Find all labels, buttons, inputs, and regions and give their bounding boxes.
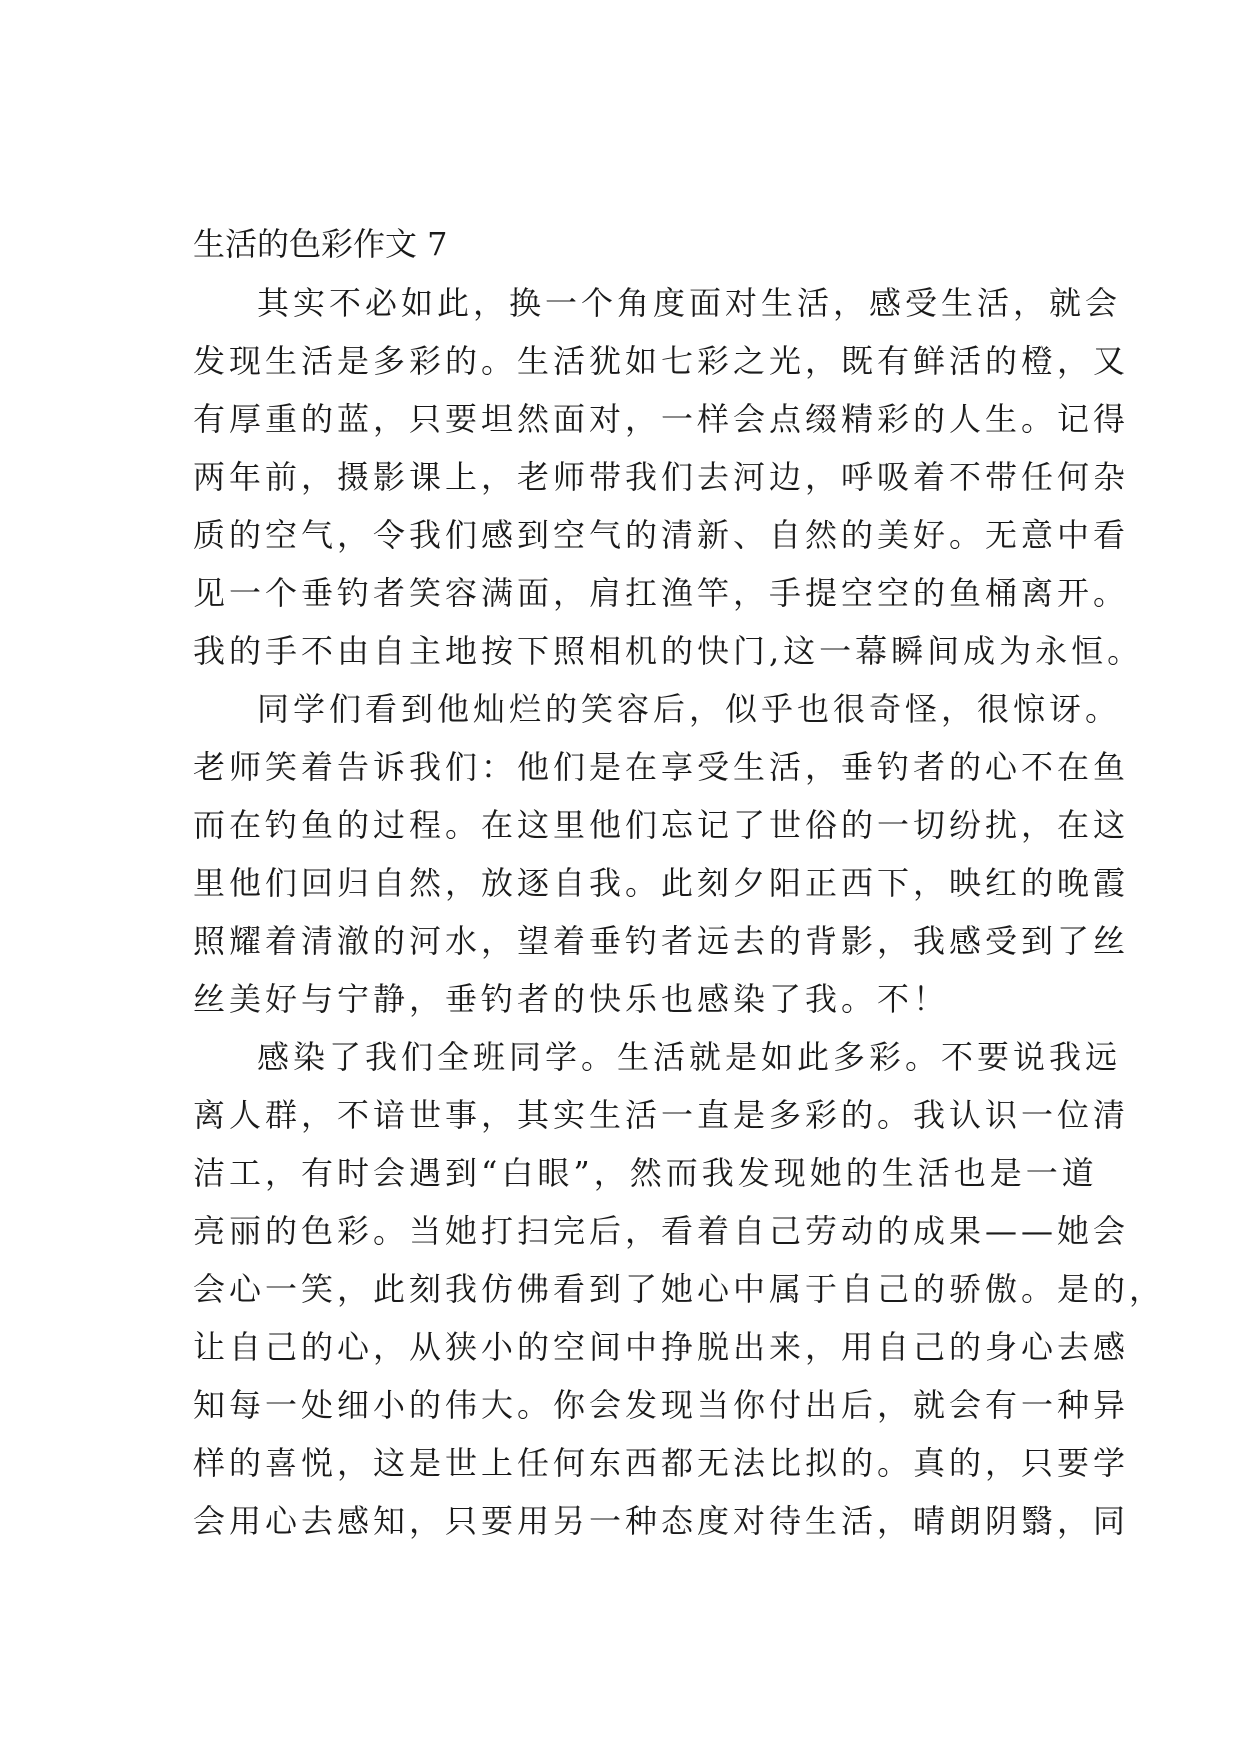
document-body [193, 214, 1166, 1550]
text-line: 丝美好与宁静，垂钓者的快乐也感染了我。不！ [193, 980, 950, 1018]
text-line: 而在钓鱼的过程。在这里他们忘记了世俗的一切纷扰，在这 [193, 806, 1130, 844]
paragraph [193, 274, 1144, 680]
text-line: 两年前，摄影课上，老师带我们去河边，呼吸着不带任何杂 [193, 458, 1130, 496]
text-line: 其实不必如此，换一个角度面对生活，感受生活，就会 [257, 284, 1122, 322]
text-line: 里他们回归自然，放逐自我。此刻夕阳正西下，映红的晚霞 [193, 864, 1130, 902]
paragraph-container [193, 274, 1166, 1550]
text-line: 让自己的心，从狭小的空间中挣脱出来，用自己的身心去感 [193, 1328, 1130, 1366]
text-line: 有厚重的蓝，只要坦然面对，一样会点缀精彩的人生。记得 [193, 400, 1130, 438]
text-line: 样的喜悦，这是世上任何东西都无法比拟的。真的，只要学 [193, 1444, 1130, 1482]
text-line: 照耀着清澈的河水，望着垂钓者远去的背影，我感受到了丝 [193, 922, 1130, 960]
paragraph [193, 680, 1130, 1028]
text-line: 亮丽的色彩。当她打扫完后，看着自己劳动的成果——她会 [193, 1212, 1130, 1250]
text-line: 洁工，有时会遇到“白眼”，然而我发现她的生活也是一道 [193, 1154, 1098, 1192]
paragraph [193, 1028, 1166, 1550]
text-line: 会用心去感知，只要用另一种态度对待生活，晴朗阴翳，同 [193, 1502, 1130, 1540]
text-line: 会心一笑，此刻我仿佛看到了她心中属于自己的骄傲。是的， [193, 1270, 1166, 1308]
text-line: 见一个垂钓者笑容满面，肩扛渔竿，手提空空的鱼桶离开。 [193, 574, 1130, 612]
text-line: 我的手不由自主地按下照相机的快门,这一幕瞬间成为永恒。 [193, 632, 1144, 670]
text-line: 同学们看到他灿烂的笑容后，似乎也很奇怪，很惊讶。 [257, 690, 1122, 728]
text-line: 质的空气，令我们感到空气的清新、自然的美好。无意中看 [193, 516, 1130, 554]
text-line: 感染了我们全班同学。生活就是如此多彩。不要说我远 [257, 1038, 1122, 1076]
text-line: 知每一处细小的伟大。你会发现当你付出后，就会有一种异 [193, 1386, 1130, 1424]
text-line: 发现生活是多彩的。生活犹如七彩之光，既有鲜活的橙，又 [193, 342, 1130, 380]
document-title: 生活的色彩作文 7 [193, 225, 448, 263]
text-line: 老师笑着告诉我们：他们是在享受生活，垂钓者的心不在鱼 [193, 748, 1130, 786]
text-line: 离人群，不谙世事，其实生活一直是多彩的。我认识一位清 [193, 1096, 1130, 1134]
